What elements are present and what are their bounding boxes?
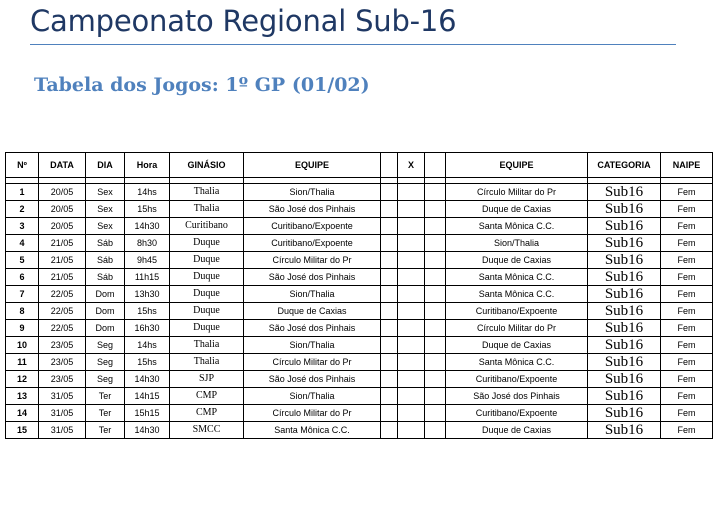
cell-categoria: Sub16 xyxy=(588,405,661,422)
cell-x xyxy=(398,235,425,252)
cell-numero: 8 xyxy=(6,303,39,320)
cell-score-2 xyxy=(425,371,446,388)
cell-naipe: Fem xyxy=(661,252,713,269)
cell-score-1 xyxy=(381,405,398,422)
cell-score-1 xyxy=(381,422,398,439)
table-row xyxy=(6,371,713,388)
cell-hora: 11h15 xyxy=(125,269,170,286)
cell-score-1 xyxy=(381,320,398,337)
cell-categoria: Sub16 xyxy=(588,337,661,354)
cell-dia: Seg xyxy=(86,337,125,354)
cell-score-2 xyxy=(425,303,446,320)
title-underline xyxy=(30,44,676,45)
cell-naipe: Fem xyxy=(661,320,713,337)
cell-equipe-1: São José dos Pinhais xyxy=(244,371,381,388)
cell-equipe-1: São José dos Pinhais xyxy=(244,320,381,337)
cell-score-2 xyxy=(425,235,446,252)
cell-x xyxy=(398,405,425,422)
cell-data: 22/05 xyxy=(39,303,86,320)
cell-naipe: Fem xyxy=(661,184,713,201)
header-score-1 xyxy=(381,153,398,178)
cell-dia: Ter xyxy=(86,422,125,439)
cell-numero: 15 xyxy=(6,422,39,439)
cell-equipe-2: Curitibano/Expoente xyxy=(446,303,588,320)
cell-equipe-2: Santa Mônica C.C. xyxy=(446,269,588,286)
cell-naipe: Fem xyxy=(661,235,713,252)
cell-hora: 15hs xyxy=(125,354,170,371)
cell-data: 21/05 xyxy=(39,252,86,269)
cell-numero: 9 xyxy=(6,320,39,337)
cell-categoria: Sub16 xyxy=(588,184,661,201)
cell-equipe-2: Curitibano/Expoente xyxy=(446,405,588,422)
cell-x xyxy=(398,337,425,354)
cell-data: 21/05 xyxy=(39,269,86,286)
cell-equipe-1: Curitibano/Expoente xyxy=(244,218,381,235)
cell-equipe-2: Círculo Militar do Pr xyxy=(446,184,588,201)
cell-dia: Sáb xyxy=(86,235,125,252)
table-row xyxy=(6,184,713,201)
cell-naipe: Fem xyxy=(661,303,713,320)
cell-equipe-2: Santa Mônica C.C. xyxy=(446,354,588,371)
table-row xyxy=(6,252,713,269)
cell-score-2 xyxy=(425,218,446,235)
cell-ginasio: Duque xyxy=(170,286,244,303)
cell-data: 23/05 xyxy=(39,371,86,388)
table-row xyxy=(6,422,713,439)
table-row xyxy=(6,388,713,405)
cell-categoria: Sub16 xyxy=(588,422,661,439)
cell-score-1 xyxy=(381,286,398,303)
table-row xyxy=(6,218,713,235)
cell-equipe-2: Santa Mônica C.C. xyxy=(446,286,588,303)
cell-numero: 12 xyxy=(6,371,39,388)
cell-naipe: Fem xyxy=(661,269,713,286)
cell-data: 23/05 xyxy=(39,337,86,354)
table-row xyxy=(6,269,713,286)
cell-equipe-2: Duque de Caxias xyxy=(446,201,588,218)
cell-numero: 11 xyxy=(6,354,39,371)
cell-categoria: Sub16 xyxy=(588,252,661,269)
cell-score-1 xyxy=(381,201,398,218)
header-categoria: CATEGORIA xyxy=(588,153,661,178)
cell-equipe-2: São José dos Pinhais xyxy=(446,388,588,405)
cell-data: 23/05 xyxy=(39,354,86,371)
cell-score-1 xyxy=(381,337,398,354)
cell-categoria: Sub16 xyxy=(588,303,661,320)
cell-dia: Dom xyxy=(86,320,125,337)
cell-hora: 14h30 xyxy=(125,422,170,439)
cell-score-2 xyxy=(425,286,446,303)
cell-ginasio: Duque xyxy=(170,320,244,337)
cell-equipe-2: Santa Mônica C.C. xyxy=(446,218,588,235)
cell-equipe-1: Círculo Militar do Pr xyxy=(244,354,381,371)
header-equipe-1: EQUIPE xyxy=(244,153,381,178)
cell-x xyxy=(398,286,425,303)
cell-naipe: Fem xyxy=(661,201,713,218)
cell-score-1 xyxy=(381,252,398,269)
cell-dia: Dom xyxy=(86,286,125,303)
header-data: DATA xyxy=(39,153,86,178)
cell-score-1 xyxy=(381,303,398,320)
table-row xyxy=(6,286,713,303)
cell-score-2 xyxy=(425,388,446,405)
cell-categoria: Sub16 xyxy=(588,269,661,286)
cell-x xyxy=(398,388,425,405)
cell-ginasio: Duque xyxy=(170,252,244,269)
cell-dia: Ter xyxy=(86,388,125,405)
cell-data: 22/05 xyxy=(39,320,86,337)
cell-x xyxy=(398,269,425,286)
table-row xyxy=(6,354,713,371)
cell-naipe: Fem xyxy=(661,354,713,371)
cell-naipe: Fem xyxy=(661,337,713,354)
cell-categoria: Sub16 xyxy=(588,218,661,235)
cell-numero: 2 xyxy=(6,201,39,218)
cell-score-2 xyxy=(425,269,446,286)
header-ginasio: GINÁSIO xyxy=(170,153,244,178)
table-row xyxy=(6,303,713,320)
cell-data: 22/05 xyxy=(39,286,86,303)
cell-data: 20/05 xyxy=(39,184,86,201)
cell-score-1 xyxy=(381,218,398,235)
cell-score-2 xyxy=(425,252,446,269)
cell-hora: 15h15 xyxy=(125,405,170,422)
cell-hora: 16h30 xyxy=(125,320,170,337)
document-title: Campeonato Regional Sub-16 xyxy=(30,4,457,38)
table-row xyxy=(6,201,713,218)
cell-x xyxy=(398,218,425,235)
cell-equipe-2: Sion/Thalia xyxy=(446,235,588,252)
cell-equipe-1: Sion/Thalia xyxy=(244,337,381,354)
cell-dia: Sáb xyxy=(86,269,125,286)
cell-x xyxy=(398,184,425,201)
header-naipe: NAIPE xyxy=(661,153,713,178)
header-hora: Hora xyxy=(125,153,170,178)
cell-x xyxy=(398,320,425,337)
cell-x xyxy=(398,201,425,218)
cell-data: 31/05 xyxy=(39,388,86,405)
cell-score-2 xyxy=(425,337,446,354)
cell-score-1 xyxy=(381,269,398,286)
cell-equipe-1: Sion/Thalia xyxy=(244,286,381,303)
cell-equipe-2: Duque de Caxias xyxy=(446,252,588,269)
table-row xyxy=(6,405,713,422)
cell-ginasio: Duque xyxy=(170,235,244,252)
table-row xyxy=(6,337,713,354)
cell-ginasio: Duque xyxy=(170,303,244,320)
cell-hora: 14hs xyxy=(125,184,170,201)
cell-dia: Seg xyxy=(86,354,125,371)
cell-naipe: Fem xyxy=(661,405,713,422)
cell-hora: 8h30 xyxy=(125,235,170,252)
cell-categoria: Sub16 xyxy=(588,201,661,218)
cell-hora: 14h15 xyxy=(125,388,170,405)
cell-equipe-1: Santa Mônica C.C. xyxy=(244,422,381,439)
cell-naipe: Fem xyxy=(661,286,713,303)
cell-score-1 xyxy=(381,184,398,201)
cell-equipe-1: Sion/Thalia xyxy=(244,388,381,405)
cell-dia: Sex xyxy=(86,218,125,235)
cell-ginasio: Duque xyxy=(170,269,244,286)
cell-score-2 xyxy=(425,201,446,218)
cell-numero: 13 xyxy=(6,388,39,405)
cell-x xyxy=(398,422,425,439)
cell-naipe: Fem xyxy=(661,218,713,235)
cell-x xyxy=(398,252,425,269)
cell-hora: 9h45 xyxy=(125,252,170,269)
cell-equipe-2: Curitibano/Expoente xyxy=(446,371,588,388)
cell-ginasio: Curitibano xyxy=(170,218,244,235)
cell-equipe-1: Sion/Thalia xyxy=(244,184,381,201)
cell-equipe-2: Círculo Militar do Pr xyxy=(446,320,588,337)
cell-equipe-1: São José dos Pinhais xyxy=(244,201,381,218)
cell-categoria: Sub16 xyxy=(588,388,661,405)
cell-equipe-1: Duque de Caxias xyxy=(244,303,381,320)
cell-dia: Sex xyxy=(86,201,125,218)
table-row xyxy=(6,320,713,337)
cell-numero: 7 xyxy=(6,286,39,303)
cell-hora: 15hs xyxy=(125,303,170,320)
cell-dia: Sex xyxy=(86,184,125,201)
cell-hora: 14hs xyxy=(125,337,170,354)
cell-naipe: Fem xyxy=(661,422,713,439)
cell-ginasio: Thalia xyxy=(170,184,244,201)
cell-hora: 15hs xyxy=(125,201,170,218)
cell-dia: Sáb xyxy=(86,252,125,269)
cell-categoria: Sub16 xyxy=(588,354,661,371)
cell-numero: 6 xyxy=(6,269,39,286)
cell-naipe: Fem xyxy=(661,388,713,405)
cell-data: 31/05 xyxy=(39,405,86,422)
cell-equipe-1: Curitibano/Expoente xyxy=(244,235,381,252)
cell-numero: 10 xyxy=(6,337,39,354)
cell-ginasio: SJP xyxy=(170,371,244,388)
cell-score-1 xyxy=(381,371,398,388)
document-subtitle: Tabela dos Jogos: 1º GP (01/02) xyxy=(34,74,370,96)
cell-score-2 xyxy=(425,320,446,337)
cell-score-1 xyxy=(381,235,398,252)
cell-equipe-2: Duque de Caxias xyxy=(446,422,588,439)
cell-dia: Dom xyxy=(86,303,125,320)
header-x: X xyxy=(398,153,425,178)
cell-x xyxy=(398,303,425,320)
cell-ginasio: Thalia xyxy=(170,201,244,218)
cell-numero: 1 xyxy=(6,184,39,201)
cell-hora: 14h30 xyxy=(125,218,170,235)
cell-score-2 xyxy=(425,422,446,439)
cell-naipe: Fem xyxy=(661,371,713,388)
cell-ginasio: CMP xyxy=(170,388,244,405)
cell-ginasio: Thalia xyxy=(170,354,244,371)
cell-ginasio: CMP xyxy=(170,405,244,422)
cell-categoria: Sub16 xyxy=(588,320,661,337)
cell-data: 20/05 xyxy=(39,201,86,218)
cell-categoria: Sub16 xyxy=(588,371,661,388)
cell-data: 31/05 xyxy=(39,422,86,439)
cell-equipe-1: São José dos Pinhais xyxy=(244,269,381,286)
cell-numero: 14 xyxy=(6,405,39,422)
cell-x xyxy=(398,354,425,371)
cell-dia: Seg xyxy=(86,371,125,388)
cell-hora: 13h30 xyxy=(125,286,170,303)
cell-equipe-1: Círculo Militar do Pr xyxy=(244,405,381,422)
cell-score-1 xyxy=(381,354,398,371)
cell-data: 21/05 xyxy=(39,235,86,252)
cell-categoria: Sub16 xyxy=(588,286,661,303)
cell-score-2 xyxy=(425,354,446,371)
cell-data: 20/05 xyxy=(39,218,86,235)
cell-score-1 xyxy=(381,388,398,405)
cell-score-2 xyxy=(425,405,446,422)
cell-numero: 4 xyxy=(6,235,39,252)
cell-ginasio: Thalia xyxy=(170,337,244,354)
cell-dia: Ter xyxy=(86,405,125,422)
header-numero: Nº xyxy=(6,153,39,178)
table-header-row xyxy=(6,153,713,178)
cell-x xyxy=(398,371,425,388)
header-equipe-2: EQUIPE xyxy=(446,153,588,178)
cell-hora: 14h30 xyxy=(125,371,170,388)
cell-score-2 xyxy=(425,184,446,201)
cell-ginasio: SMCC xyxy=(170,422,244,439)
cell-categoria: Sub16 xyxy=(588,235,661,252)
games-table xyxy=(5,152,713,439)
header-dia: DIA xyxy=(86,153,125,178)
cell-equipe-2: Duque de Caxias xyxy=(446,337,588,354)
table-row xyxy=(6,235,713,252)
cell-numero: 3 xyxy=(6,218,39,235)
cell-numero: 5 xyxy=(6,252,39,269)
cell-equipe-1: Círculo Militar do Pr xyxy=(244,252,381,269)
header-score-2 xyxy=(425,153,446,178)
